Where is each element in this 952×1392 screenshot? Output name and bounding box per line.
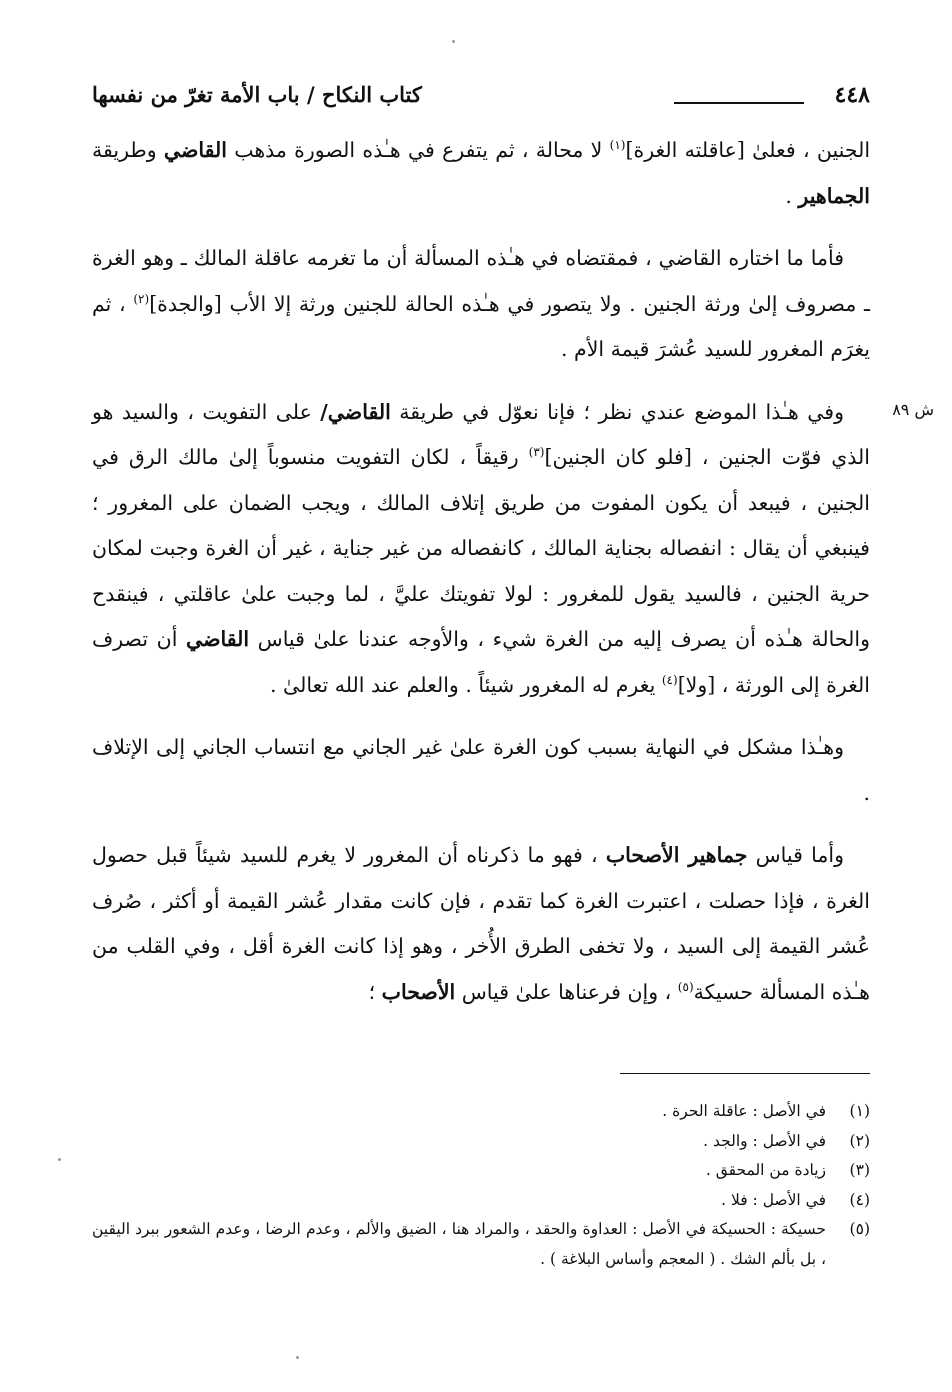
scan-speck [58,1158,61,1161]
footnote-text: في الأصل : فلا . [721,1190,826,1209]
text-run: لا محالة ، ثم يتفرع في هـٰذه الصورة مذهب [226,138,610,162]
paragraph-difficulty [92,725,870,816]
bold-term: جماهير الأصحاب [605,843,748,867]
bold-term: القاضي [163,138,227,162]
page-header [92,74,870,120]
bold-term: القاضي [186,627,250,651]
text-run: رقيقاً ، لكان التفويت منسوباً إلىٰ مالك الرق في الجنين ، فيبعد أن يكون المفوت من طريق إتلاف المالك ، ويجب الضمان على المغرور ؛ فينبغي أن يقال : انفصاله بجناية المالك ، كانفصاله من غير جناية ، غير أن الغرة وجبت لمكان حرية الجنين ، فالسيد يقول للمغرور : لولا تفويتك عليَّ ، لما وجبت علىٰ عاقلتي ، فينقدح والحالة هـٰذه أن يصرف إليه من الغرة شيء ، والأوجه عندنا علىٰ قياس [92,445,870,651]
footnote-text: حسيكة : الحسيكة في الأصل : العداوة والحقد ، والمراد هنا ، الضيق والألم ، وعدم الرضا ، وعدم الشعور ببرد اليقين ، بل بألم الشك . ( المعجم وأساس البلاغة ) . [92,1220,826,1268]
footnote-item [92,1186,870,1216]
footnote-item [92,1215,870,1274]
text-run: وطريقة [92,138,164,162]
footnote-text: في الأصل : عاقلة الحرة . [662,1102,826,1120]
scan-speck [296,1356,299,1359]
header-rule [674,102,804,104]
text-run: وهـٰذا مشكل في النهاية بسبب كون الغرة علىٰ غير الجاني مع انتساب الجاني إلى الإتلاف . [92,735,870,805]
footnote-reference: (٤) [661,672,678,687]
text-run: فأما ما اختاره القاضي ، فمقتضاه في هـٰذه المسألة أن ما تغرمه عاقلة المالك ـ وهو الغرة ـ مصروف إلىٰ ورثة الجنين . ولا يتصور في هـٰذه الحالة للجنين ورثة إلا الأب [والجدة] [92,246,871,316]
footnote-reference: (٥) [677,979,694,994]
text-run: وأما قياس [747,843,844,867]
text-run: ، فهو ما ذكرناه أن المغرور لا يغرم للسيد شيئاً قبل حصول الغرة ، فإذا حصلت ، اعتبرت الغرة كما تقدم ، فإن كانت مقدار عُشر القيمة أو أكثر ، صُرف عُشر القيمة إلى السيد ، ولا تخفى الطرق الأُخر ، وهو إذا كانت الغرة أقل ، وفي القلب من هـٰذه المسألة حسيكة [92,843,870,1004]
footnote-reference: (١) [609,138,626,153]
text-run: على التفويت ، والسيد هو الذي فوّت الجنين ، [فلو كان الجنين] [92,399,870,469]
scan-speck [452,40,455,43]
footnote-number: (٢) [849,1131,870,1150]
footnote-number: (٣) [849,1161,870,1179]
text-run: يغرم له المغرور شيئاً . والعلم عند الله تعالىٰ . [270,672,662,697]
bold-term: الأصحاب [381,979,456,1004]
footnote-number: (١) [849,1102,870,1120]
main-text [92,128,870,1015]
page-number: ٤٤٨ [834,82,870,108]
margin-manuscript-reference: ش ٨٩ [892,400,934,419]
footnote-item [92,1156,870,1186]
paragraph-qadi-choice [92,236,870,373]
text-run: وفي هـٰذا الموضع عندي نظر ؛ فإنا نعوّل في طريقة [390,399,844,424]
text-run: . [785,183,799,208]
text-run: أن تصرف الغرة إلى الورثة ، [ولا] [92,627,870,697]
text-run: ؛ [368,979,382,1004]
footnote-text: في الأصل : والجد . [703,1131,826,1150]
footnote-number: (٤) [849,1190,870,1209]
paragraph-continuation [92,128,870,219]
text-run: الجنين ، فعلىٰ [عاقلته الغرة] [625,138,871,162]
text-run: ، ثم يغرَم المغرور للسيد عُشرَ قيمة الأم . [92,291,870,361]
footnote-number: (٥) [849,1220,870,1238]
bold-term: الجماهير [798,183,870,208]
footnote-reference: (٢) [133,291,150,306]
bold-term: القاضي/ [320,399,391,424]
paragraph-majority-view [92,833,870,1015]
footnote-text: زيادة من المحقق . [705,1161,826,1179]
paragraph-objection [92,390,870,709]
footnote-separator [620,1073,870,1074]
footnote-reference: (٣) [528,445,545,460]
running-title: كتاب النكاح / باب الأمة تغرّ من نفسها [92,82,422,107]
footnote-item [92,1097,870,1127]
footnotes [92,1097,870,1274]
text-run: ، وإن فرعناها علىٰ قياس [455,979,678,1004]
footnote-item [92,1127,870,1157]
